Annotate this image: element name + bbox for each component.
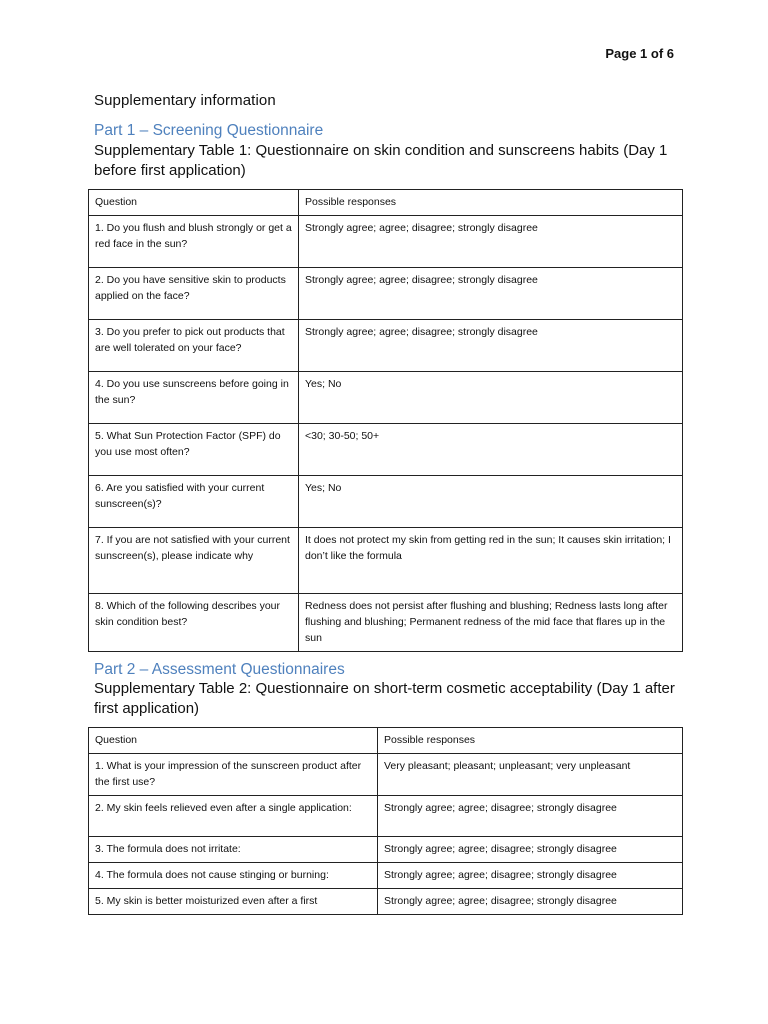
table1-caption-label: Supplementary Table 1: <box>94 142 252 159</box>
response-cell: It does not protect my skin from getting red in the sun; It causes skin irritation; I don’t like the formula <box>299 528 683 594</box>
part1-heading: Part 1 – Screening Questionnaire <box>94 122 324 139</box>
table-row <box>89 476 683 528</box>
table2-caption-label: Supplementary Table 2: <box>94 680 252 697</box>
response-cell: Strongly agree; agree; disagree; strongly disagree <box>378 796 683 837</box>
table2 <box>88 727 683 915</box>
table-row <box>89 320 683 372</box>
response-cell: Strongly agree; agree; disagree; strongly disagree <box>378 837 683 863</box>
table1-caption-text: Questionnaire on skin condition and sunscreens habits (Day 1 before first application) <box>94 142 668 179</box>
response-cell: Strongly agree; agree; disagree; strongly disagree <box>299 268 683 320</box>
response-cell: Yes; No <box>299 372 683 424</box>
table-row <box>89 863 683 889</box>
table1 <box>88 189 683 652</box>
question-cell: 4. The formula does not cause stinging or burning: <box>89 863 378 889</box>
table2-caption-text: Questionnaire on short-term cosmetic acceptability (Day 1 after first application) <box>94 680 675 717</box>
response-cell: Very pleasant; pleasant; unpleasant; very unpleasant <box>378 754 683 796</box>
table-row <box>89 268 683 320</box>
question-cell: 1. Do you flush and blush strongly or get a red face in the sun? <box>89 216 299 268</box>
document-title: Supplementary information <box>94 92 276 109</box>
table-row <box>89 754 683 796</box>
response-cell: Strongly agree; agree; disagree; strongly disagree <box>299 216 683 268</box>
question-cell: 4. Do you use sunscreens before going in the sun? <box>89 372 299 424</box>
table-row <box>89 424 683 476</box>
header-cell-question: Question <box>89 728 378 754</box>
table-row <box>89 372 683 424</box>
response-cell: Strongly agree; agree; disagree; strongly disagree <box>378 863 683 889</box>
question-cell: 5. What Sun Protection Factor (SPF) do you use most often? <box>89 424 299 476</box>
question-cell: 1. What is your impression of the sunscreen product after the first use? <box>89 754 378 796</box>
table-row <box>89 796 683 837</box>
question-cell: 6. Are you satisfied with your current sunscreen(s)? <box>89 476 299 528</box>
part2-heading: Part 2 – Assessment Questionnaires <box>94 661 345 678</box>
response-cell: Strongly agree; agree; disagree; strongly disagree <box>378 889 683 915</box>
question-cell: 5. My skin is better moisturized even after a first <box>89 889 378 915</box>
question-cell: 2. My skin feels relieved even after a single application: <box>89 796 378 837</box>
table-row <box>89 594 683 652</box>
table-header-row <box>89 728 683 754</box>
question-cell: 3. The formula does not irritate: <box>89 837 378 863</box>
table-row <box>89 889 683 915</box>
question-cell: 7. If you are not satisfied with your current sunscreen(s), please indicate why <box>89 528 299 594</box>
table-row <box>89 837 683 863</box>
table-header-row <box>89 190 683 216</box>
header-cell-question: Question <box>89 190 299 216</box>
table2-caption <box>94 679 694 719</box>
response-cell: Strongly agree; agree; disagree; strongly disagree <box>299 320 683 372</box>
question-cell: 3. Do you prefer to pick out products that are well tolerated on your face? <box>89 320 299 372</box>
response-cell: Yes; No <box>299 476 683 528</box>
table-row <box>89 528 683 594</box>
response-cell: Redness does not persist after flushing and blushing; Redness lasts long after flushing and blushing; Permanent redness of the mid face that flares up in the sun <box>299 594 683 652</box>
response-cell: <30; 30-50; 50+ <box>299 424 683 476</box>
header-cell-responses: Possible responses <box>299 190 683 216</box>
page-number: Page 1 of 6 <box>605 46 674 61</box>
table-row <box>89 216 683 268</box>
question-cell: 2. Do you have sensitive skin to products applied on the face? <box>89 268 299 320</box>
table1-caption <box>94 141 694 181</box>
question-cell: 8. Which of the following describes your skin condition best? <box>89 594 299 652</box>
header-cell-responses: Possible responses <box>378 728 683 754</box>
